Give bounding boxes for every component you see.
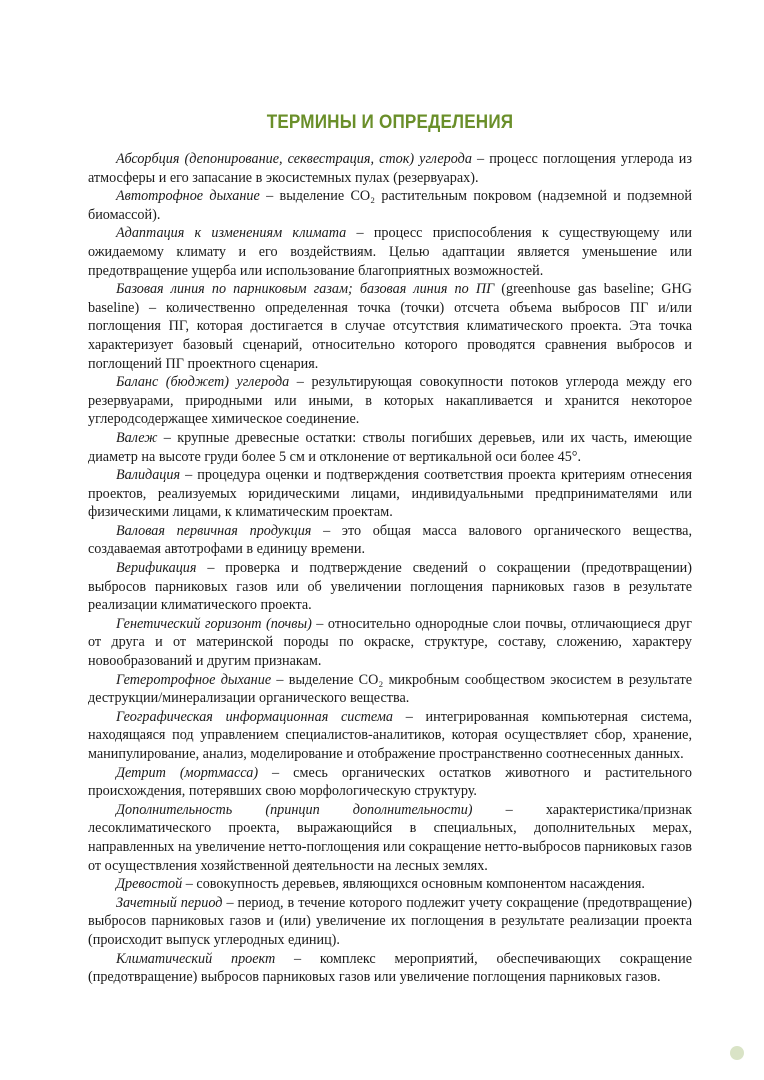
term-separator: – [258,764,294,781]
page-title: ТЕРМИНЫ И ОПРЕДЕЛЕНИЯ [266,112,514,133]
glossary-definition: выделение CO₂ микробным сообществом экосистем в результате деструкции/минерализации органического вещества. [88,671,693,707]
term-separator: – [393,708,426,725]
glossary-definition: характеристика/признак лесоклиматического проекта, выражающийся в специальных, дополнительных мерах, направленных на увеличение нетто-поглощения или сокращение нетто-выбросов парниковых газов от осуществления хозяйственной деятельности на лесных землях. [88,801,692,874]
glossary-definition: период, в течение которого подлежит учету сокращение (предотвращение) выбросов парниковых газов и (или) увеличение их поглощения в результате реализации проекта (происходит выпуск углеродных единиц). [88,894,693,948]
glossary-term: Валовая первичная продукция [116,522,312,539]
glossary-term: Детрит (мортмасса) [116,764,259,781]
glossary-entries [88,150,692,987]
term-separator: – [472,801,546,818]
glossary-definition: относительно однородные слои почвы, отличающиеся друг от друга и от материнской породы по окраске, структуре, составу, сложению, характеру новообразований и другим признакам. [88,615,692,670]
glossary-definition: это общая масса валового органического вещества, создаваемая автотрофами в единицу времени. [88,522,693,558]
term-separator: – [311,522,342,539]
glossary-definition: выделение CO₂ растительным покровом (надземной и подземной биомассой). [88,188,692,223]
term-separator: – [471,151,490,167]
glossary-entry [88,801,692,875]
glossary-term: Географическая информационная система [116,708,394,725]
term-separator: – [196,560,226,577]
glossary-entry [88,466,692,522]
glossary-definition: процедура оценки и подтверждения соответствия проекта критериям отнесения проектов, реализуемых юридическими лицами, индивидуальными предпринимателями или физическими лицами, к климатическим проектам. [88,467,692,521]
glossary-term: Верификация [116,560,197,577]
page-corner-mark [730,1046,744,1060]
glossary-term: Абсорбция (депонирование, секвестрация, сток) углерода [116,151,472,167]
glossary-entry [88,373,692,429]
glossary-entry [88,894,692,950]
term-separator: – [182,876,197,893]
glossary-term: Гетеротрофное дыхание [116,671,272,688]
term-separator: – [271,671,289,688]
glossary-entry [88,875,692,894]
term-separator: – [311,615,328,632]
term-separator: – [157,429,178,446]
glossary-entry [88,429,692,466]
glossary-term: Баланс (бюджет) углерода [116,374,290,391]
glossary-entry [88,280,692,373]
glossary-term: Базовая линия по парниковым газам; базовая линия по ПГ [116,281,495,298]
glossary-entry [88,522,692,559]
glossary-term: Автотрофное дыхание [116,188,260,205]
glossary-entry [88,950,692,987]
glossary-definition: (greenhouse gas baseline; GHG baseline) – количественно определенная точка (точки) отсчета объема выбросов ПГ и/или поглощения ПГ, которая достигается в случае отсутствия климатического проекта. Эта точка характеризует базовый сценарий, относительно которого проводятся сравнения выбросов и поглощений ПГ проектного сценария. [88,281,693,372]
glossary-entry [88,187,692,224]
glossary-entry [88,615,692,671]
glossary-definition: результирующая совокупности потоков углерода между его резервуарами, природными или иными, в которых накапливается и хранится некоторое углеродсодержащее химическое соединение. [88,374,693,428]
glossary-definition: процесс приспособления к существующему или ожидаемому климату и его воздействиям. Целью адаптации является уменьшение или предотвращение ущерба или использование благоприятных возможностей. [88,225,692,279]
glossary-term: Зачетный период [116,894,223,911]
term-separator: – [275,950,320,967]
glossary-term: Валидация [116,467,181,484]
glossary-definition: крупные древесные остатки: стволы погибших деревьев, или их часть, имеющие диаметр на высоте груди более 5 см и отклонение от вертикальной оси более 45°. [88,429,692,465]
glossary-entry [88,671,692,708]
glossary-definition: проверка и подтверждение сведений о сокращении (предотвращении) выбросов парниковых газов или об увеличении поглощения парниковых газов в результате реализации климатического проекта. [88,560,692,614]
glossary-entry [88,559,692,615]
glossary-definition: интегрированная компьютерная система, находящаяся под управлением специалистов-аналитиков, которая осуществляет сбор, хранение, манипулирование, анализ, моделирование и отображение пространственно соотнесенных данных. [88,708,693,762]
glossary-term: Валеж [116,429,158,446]
term-separator: – [289,374,312,391]
glossary-term: Дополнительность (принцип дополнительности) [116,801,473,818]
glossary-entry [88,150,692,187]
glossary-term: Адаптация к изменениям климата [116,225,347,242]
term-separator: – [180,467,198,484]
glossary-term: Климатический проект [116,950,276,967]
document-page [88,112,692,987]
glossary-definition: совокупность деревьев, являющихся основным компонентом насаждения. [196,876,645,893]
glossary-entry [88,224,692,280]
term-separator: – [346,225,374,242]
glossary-entry [88,764,692,801]
term-separator: – [259,188,280,205]
glossary-definition: процесс поглощения углерода из атмосферы и его запасание в экосистемных пулах (резервуарах). [88,151,692,186]
glossary-entry [88,708,692,764]
term-separator: – [222,894,238,911]
glossary-definition: комплекс мероприятий, обеспечивающих сокращение (предотвращение) выбросов парниковых газов или увеличение поглощения парниковых газов. [88,950,692,986]
glossary-term: Генетический горизонт (почвы) [116,615,312,632]
glossary-term: Древостой [116,876,183,893]
glossary-definition: смесь органических остатков животного и растительного происхождения, потерявших свою морфологическую структуру. [88,764,692,800]
